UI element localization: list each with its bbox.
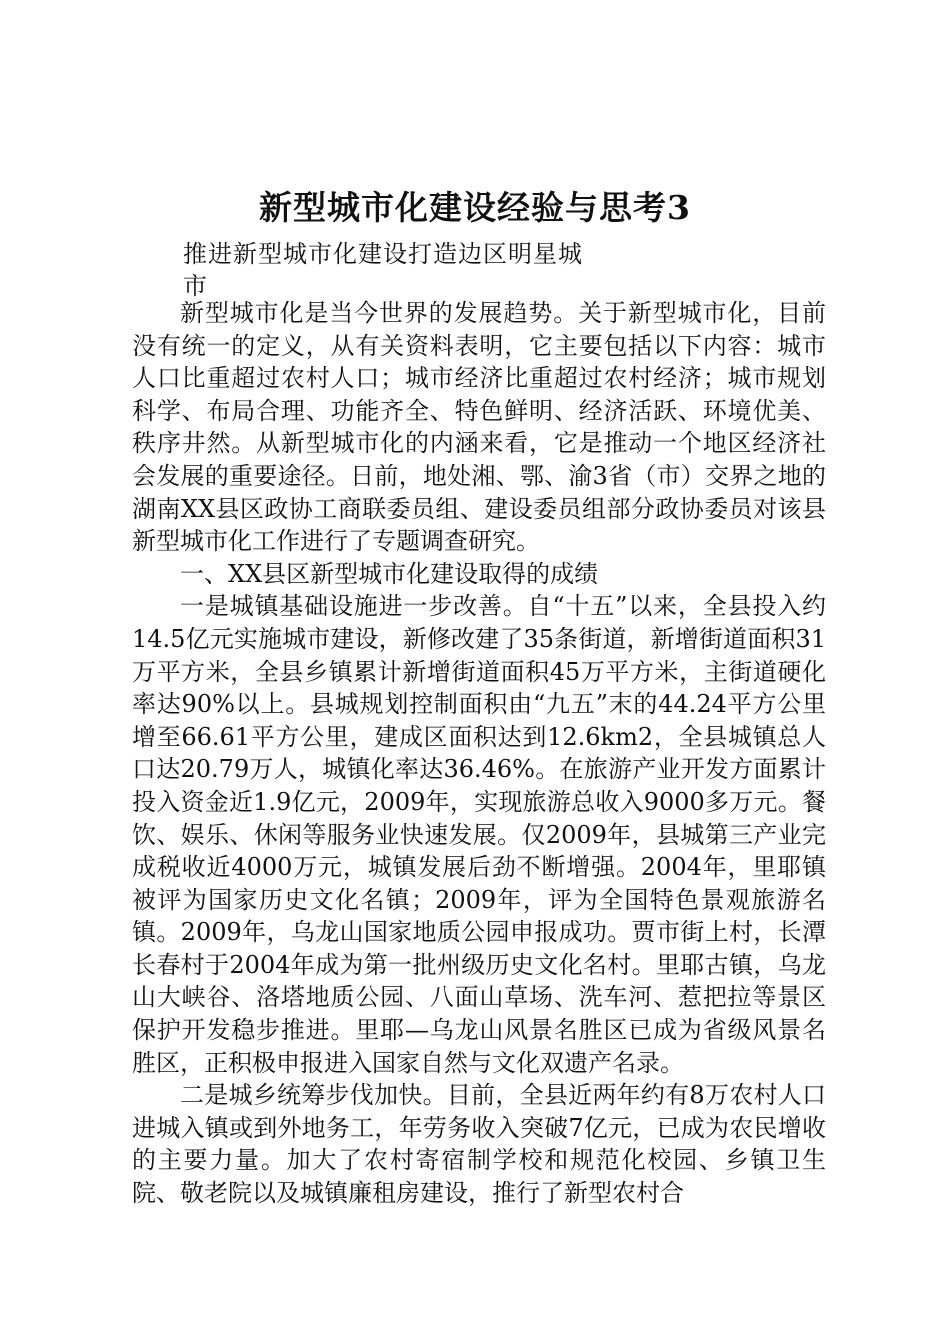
document-body [132, 297, 826, 1210]
section-heading: 一、XX县区新型城市化建设取得的成绩 [180, 559, 599, 588]
document-title: 新型城市化建设经验与思考3 [259, 188, 691, 227]
body-paragraph-intro: 新型城市化是当今世界的发展趋势。关于新型城市化，目前没有统一的定义，从有关资料表明，它主要包括以下内容：城市人口比重超过农村人口；城市经济比重超过农村经济；城市规划科学、布局合理、功能齐全、特色鲜明、经济活跃、环境优美、秩序井然。从新型城市化的内涵来看，它是推动一个地区经济社会发展的重要途径。日前，地处湘、鄂、渝3省（市）交界之地的湖南XX县区政协工商联委员组、建设委员组部分政协委员对该县新型城市化工作进行了专题调查研究。 [132, 299, 826, 556]
body-paragraph-urban-rural: 二是城乡统筹步伐加快。目前，全县近两年约有8万农村人口进城入镇或到外地务工，年劳务收入突破7亿元，已成为农民增收的主要力量。加大了农村寄宿制学校和规范化校园、乡镇卫生院、敬老院以及城镇廉租房建设，推行了新型农村合 [132, 1081, 826, 1208]
document-subtitle: 推进新型城市化建设打造边区明星城市 [183, 240, 583, 300]
body-paragraph-infrastructure: 一是城镇基础设施进一步改善。自“十五”以来，全县投入约14.5亿元实施城市建设，新修改建了35条街道，新增街道面积31万平方米，全县乡镇累计新增街道面积45万平方米，主街道硬化率达90%以上。县城规划控制面积由“九五”末的44.24平方公里增至66.61平方公里，建成区面积达到12.6km2，全县城镇总人口达20.79万人，城镇化率达36.46%。在旅游产业开发方面累计投入资金近1.9亿元，2009年，实现旅游总收入9000多万元。餐饮、娱乐、休闲等服务业快速发展。仅2009年，县城第三产业完成税收近4000万元，城镇发展后劲不断增强。2004年，里耶镇被评为国家历史文化名镇；2009年，评为全国特色景观旅游名镇。2009年，乌龙山国家地质公园申报成功。贾市街上村，长潭长春村于2004年成为第一批州级历史文化名村。里耶古镇，乌龙山大峡谷、洛塔地质公园、八面山草场、洗车河、惹把拉等景区保护开发稳步推进。里耶—乌龙山风景名胜区已成为省级风景名胜区，正积极申报进入国家自然与文化双遗产名录。 [132, 592, 826, 1077]
